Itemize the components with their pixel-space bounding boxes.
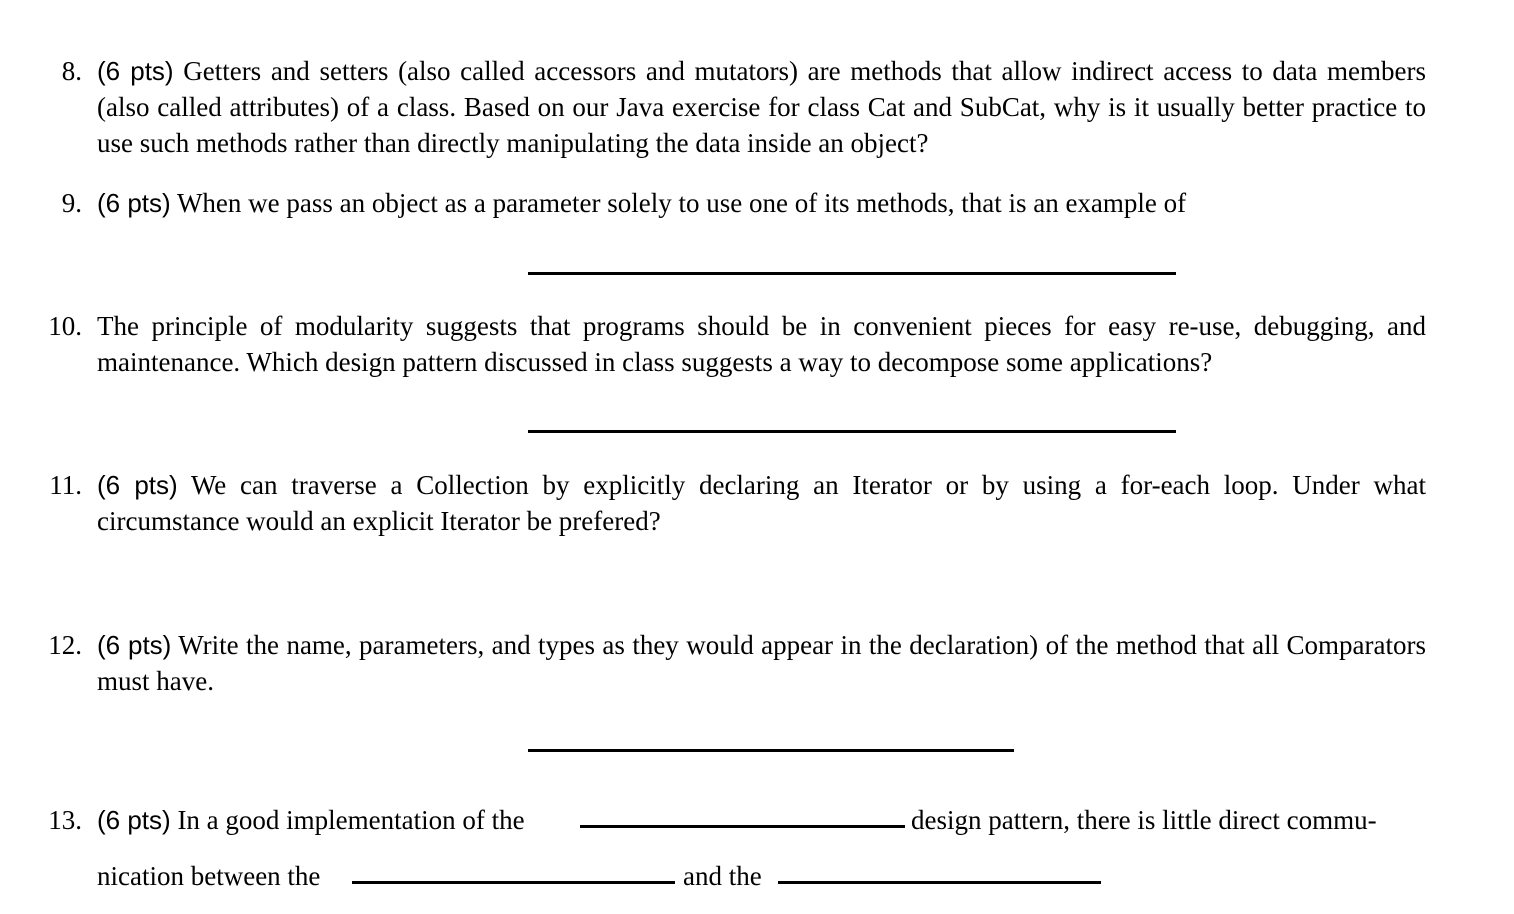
- question-body-part-4: and the: [683, 861, 762, 891]
- question-number: 10.: [48, 311, 82, 341]
- answer-blank-10[interactable]: [528, 430, 1176, 433]
- question-text: [97, 467, 1426, 539]
- question-points: (6 pts): [97, 805, 171, 835]
- question-points: (6 pts): [97, 470, 178, 500]
- question-number: 8.: [61, 56, 82, 86]
- question-13-line-2-mid: [683, 858, 762, 894]
- answer-blank-13-pattern[interactable]: [580, 825, 905, 828]
- answer-blank-13-second[interactable]: [778, 881, 1101, 884]
- question-body: Getters and setters (also called accessors and mutators) are methods that allow indirect access to data members (also called attributes) of a class. Based on our Java exercise for class Cat and SubCat, why is it usually better practice to use such methods rather than directly manipulating the data inside an object?: [97, 56, 1426, 158]
- question-number: 12.: [48, 630, 82, 660]
- question-body: When we pass an object as a parameter solely to use one of its methods, that is an example of: [176, 188, 1187, 218]
- answer-blank-9[interactable]: [528, 272, 1176, 275]
- question-body-part-2: design pattern, there is little direct commu-: [911, 805, 1377, 835]
- answer-blank-12[interactable]: [528, 749, 1014, 752]
- question-13-line-1-cont: [911, 802, 1377, 838]
- question-text: [97, 627, 1426, 699]
- question-text: [97, 308, 1426, 380]
- question-number: 11.: [49, 470, 82, 500]
- question-number: 13.: [48, 805, 82, 835]
- question-points: (6 pts): [97, 188, 171, 218]
- question-body-part-3: nication between the: [97, 861, 321, 891]
- question-13-line-2: [97, 858, 320, 894]
- answer-blank-13-first[interactable]: [352, 881, 675, 884]
- question-body-part-1: In a good implementation of the: [177, 805, 525, 835]
- question-text: [97, 185, 1426, 221]
- question-body: We can traverse a Collection by explicitly declaring an Iterator or by using a for-each loop. Under what circumstance would an explicit Iterator be prefered?: [97, 470, 1427, 536]
- question-body: Write the name, parameters, and types as they would appear in the declaration) of the method that all Comparators must have.: [97, 630, 1426, 696]
- question-body: The principle of modularity suggests that programs should be in convenient pieces for easy re-use, debugging, and maintenance. Which design pattern discussed in class suggests a way to decompose some applications?: [97, 311, 1426, 377]
- question-number: 9.: [61, 188, 82, 218]
- question-13-line-1: [97, 802, 525, 838]
- question-points: (6 pts): [97, 630, 172, 660]
- question-text: [97, 53, 1426, 161]
- question-points: (6 pts): [97, 56, 174, 86]
